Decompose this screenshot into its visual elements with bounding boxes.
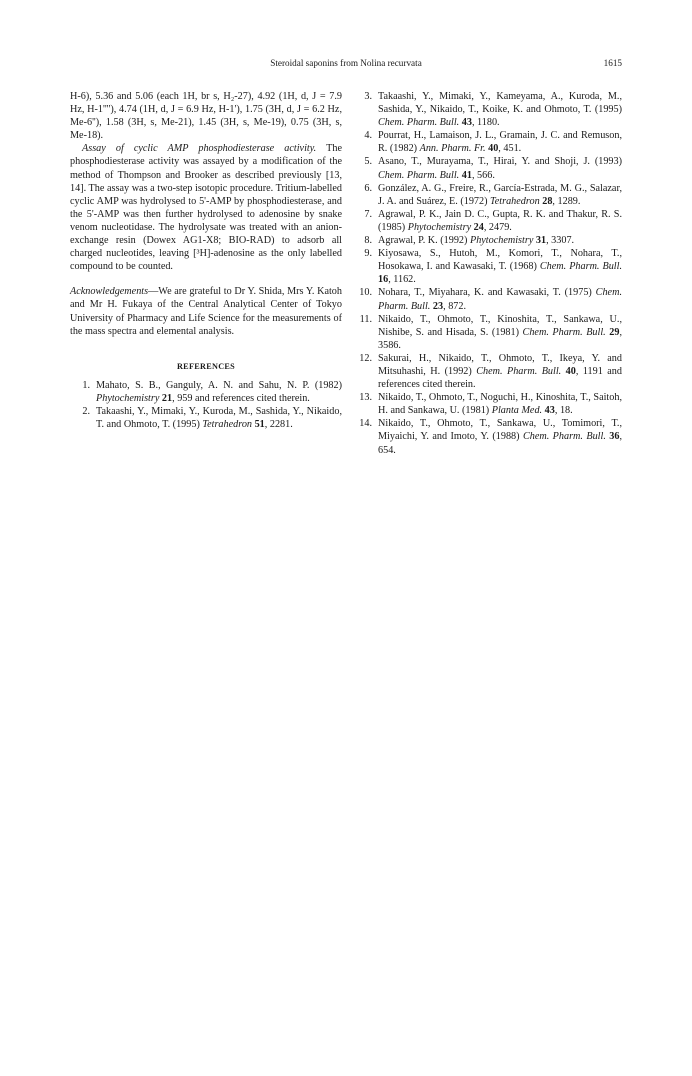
reference-number: 11.: [359, 313, 372, 325]
reference-pages: , 3586.: [378, 326, 622, 351]
reference-volume: 51: [254, 419, 265, 431]
reference-pages: , 1191 and references cited therein.: [378, 365, 622, 391]
reference-authors: Nikaido, T., Ohmoto, T., Noguchi, H., Kinoshita, T., Saitoh, H. and Sankawa, U. (1981): [378, 392, 622, 417]
reference-pages: , 3307.: [546, 235, 575, 247]
reference-authors: Nikaido, T., Ohmoto, T., Sankawa, U., Tomimori, T., Miyaichi, Y. and Imoto, Y. (1988): [378, 418, 622, 443]
reference-item: [352, 417, 622, 456]
acknowledgements-paragraph: [70, 285, 342, 337]
reference-item: [352, 313, 622, 352]
reference-item: [352, 247, 622, 286]
reference-journal: Phytochemistry: [96, 392, 160, 404]
reference-authors: Kiyosawa, S., Hutoh, M., Komori, T., Nohara, T., Hosokawa, I. and Kawasaki, T. (1968): [378, 248, 622, 273]
reference-journal: Planta Med.: [491, 405, 543, 417]
reference-item: [70, 405, 342, 431]
reference-item: [352, 129, 622, 155]
reference-journal: Chem. Pharm. Bull.: [378, 169, 460, 181]
reference-volume: 43: [461, 117, 472, 129]
reference-volume: 36: [609, 431, 620, 443]
reference-number: 1.: [82, 379, 90, 391]
reference-number: 6.: [364, 182, 372, 194]
reference-authors: Takaashi, Y., Mimaki, Y., Kuroda, M., Sashida, Y., Nikaido, T. and Ohmoto, T. (1995): [96, 405, 342, 431]
reference-journal: Phytochemistry: [469, 235, 534, 247]
reference-item: [352, 234, 622, 247]
reference-number: 8.: [364, 235, 372, 247]
reference-pages: , 959 and references cited therein.: [172, 392, 310, 404]
reference-journal: Tetrahedron: [490, 195, 540, 207]
nmr-data-paragraph: H-6), 5.36 and 5.06 (each 1H, br s, H₂-27), 4.92 (1H, d, J = 7.9 Hz, H-1''''), 4.74 (1H, d, J = 6.9 Hz, H-1'), 1.75 (3H, d, J = 6.2 Hz, Me-6''), 1.58 (3H, s, Me-21), 1.45 (3H, s, Me-19), 0.75 (3H, s, Me-18).: [70, 91, 342, 142]
reference-volume: 23: [432, 300, 444, 312]
reference-journal: Chem. Pharm. Bull.: [378, 287, 622, 312]
reference-pages: , 566.: [471, 169, 495, 181]
reference-journal: Chem. Pharm. Bull.: [476, 365, 562, 377]
reference-number: 13.: [359, 392, 372, 404]
reference-item: [352, 352, 622, 391]
assay-paragraph: [70, 142, 342, 273]
reference-pages: , 1180.: [471, 117, 500, 129]
reference-item: [352, 286, 622, 312]
reference-authors: Asano, T., Murayama, T., Hirai, Y. and Shoji, J. (1993): [378, 156, 622, 168]
reference-number: 2.: [82, 405, 90, 417]
reference-number: 3.: [364, 91, 372, 102]
reference-journal: Chem. Pharm. Bull.: [539, 261, 623, 273]
reference-pages: , 1289.: [552, 195, 581, 207]
reference-list-left: [70, 379, 342, 431]
running-title: Steroidal saponins from Nolina recurvata: [270, 58, 422, 68]
reference-volume: 40: [488, 143, 499, 155]
reference-volume: 43: [544, 405, 555, 417]
reference-pages: , 872.: [443, 300, 467, 312]
reference-volume: 40: [565, 365, 576, 377]
reference-authors: Nohara, T., Miyahara, K. and Kawasaki, T. (1975): [378, 287, 596, 299]
reference-authors: Mahato, S. B., Ganguly, A. N. and Sahu, N. P. (1982): [96, 379, 342, 391]
reference-journal: Chem. Pharm. Bull.: [522, 326, 606, 338]
assay-text: The phosphodiesterase activity was assayed by a modification of the method of Thompson and Brooker as described previously [13, 14]. The assay was a two-step isotopic procedure. Tritium-labelled cyclic AMP was hydrolysed to 5'-AMP by phosphodiesterase, and the 5'-AMP was then further hydrolysed to adenosine by snake venom nucleotidase. The hydrolysate was treated with an anion-exchange resin (Dowex AG1-X8; BIO-RAD) to adsorb all charged nucleotides, leaving [³H]-adenosine as the only labelled compound to be counted.: [70, 143, 342, 273]
running-header: [70, 58, 622, 72]
reference-pages: , 2479.: [483, 221, 512, 233]
reference-authors: Nikaido, T., Ohmoto, T., Kinoshita, T., Sankawa, U., Nishibe, S. and Hisada, S. (1981): [378, 313, 622, 338]
reference-volume: 41: [461, 169, 472, 181]
reference-number: 5.: [364, 156, 372, 168]
reference-journal: Tetrahedron: [202, 419, 253, 431]
page-number: 1615: [603, 58, 622, 68]
reference-authors: Pourrat, H., Lamaison, J. L., Gramain, J. C. and Remuson, R. (1982): [378, 130, 622, 155]
reference-volume: 29: [609, 326, 620, 338]
reference-authors: Agrawal, P. K. (1992): [378, 235, 470, 247]
acknowledgements-heading: Acknowledgements: [70, 286, 149, 298]
acknowledgements-text: —We are grateful to Dr Y. Shida, Mrs Y. Katoh and Mr H. Fukaya of the Central Analytical Center of Tokyo University of Pharmacy and Life Science for the measurements of the mass spectra and elemental analysis.: [70, 286, 342, 337]
reference-number: 10.: [359, 287, 372, 299]
reference-number: 9.: [364, 248, 372, 260]
reference-pages: , 654.: [378, 431, 623, 456]
reference-journal: Ann. Pharm. Fr.: [419, 143, 486, 155]
reference-journal: Chem. Pharm. Bull.: [378, 117, 460, 129]
reference-number: 14.: [359, 418, 372, 430]
reference-item: [352, 391, 622, 417]
reference-pages: , 18.: [554, 405, 573, 417]
assay-heading: Assay of cyclic AMP phosphodiesterase activity.: [82, 143, 317, 155]
reference-pages: , 2281.: [264, 419, 293, 431]
reference-volume: 28: [542, 195, 553, 207]
reference-pages: , 1162.: [388, 274, 416, 286]
reference-item: [352, 155, 622, 181]
reference-volume: 21: [161, 392, 173, 404]
reference-number: 12.: [359, 352, 372, 364]
reference-authors: Agrawal, P. K., Jain D. C., Gupta, R. K. and Thakur, R. S. (1985): [378, 208, 622, 233]
reference-authors: Sakurai, H., Nikaido, T., Ohmoto, T., Ikeya, Y. and Mitsuhashi, H. (1992): [378, 352, 622, 377]
reference-journal: Phytochemistry: [407, 221, 472, 233]
reference-list-right: [352, 90, 622, 457]
reference-authors: González, A. G., Freire, R., García-Estrada, M. G., Salazar, J. A. and Suárez, E. (1972): [378, 182, 622, 207]
references-heading: REFERENCES: [176, 361, 236, 371]
reference-volume: 31: [535, 235, 547, 247]
reference-number: 7.: [364, 208, 372, 220]
reference-number: 4.: [364, 130, 372, 142]
reference-volume: 24: [473, 221, 484, 233]
reference-item: [70, 379, 342, 405]
reference-item: [352, 90, 622, 129]
reference-volume: 16: [378, 274, 389, 286]
reference-journal: Chem. Pharm. Bull.: [522, 431, 606, 443]
left-column: [70, 90, 342, 431]
reference-authors: Takaashi, Y., Mimaki, Y., Kameyama, A., Kuroda, M., Sashida, Y., Nikaido, T., Koike, K. and Ohmoto, T. (1995): [378, 91, 622, 116]
reference-item: [352, 182, 622, 208]
reference-pages: , 451.: [498, 143, 522, 155]
reference-item: [352, 208, 622, 234]
right-column: [352, 90, 622, 457]
